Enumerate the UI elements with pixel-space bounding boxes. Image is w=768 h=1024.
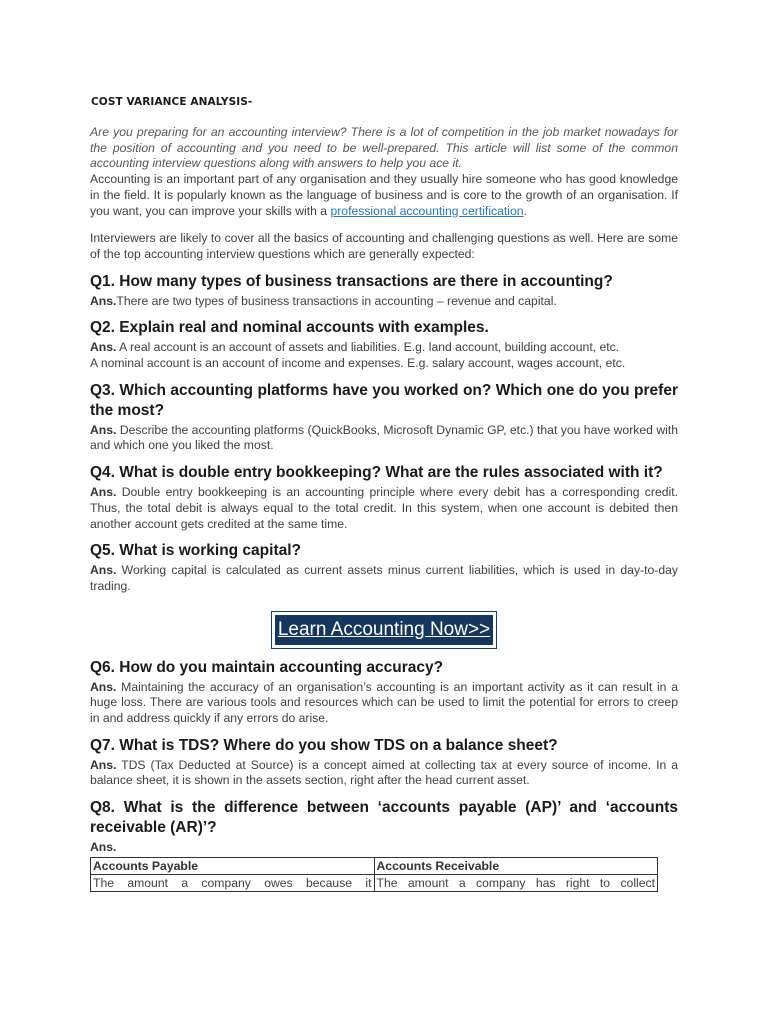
intro-paragraph xyxy=(90,172,678,219)
answer-text: Describe the accounting platforms (QuickBooks, Microsoft Dynamic GP, etc.) that you have worked with and which one you liked the most. xyxy=(90,422,678,453)
document-title: COST VARIANCE ANALYSIS- xyxy=(91,96,253,108)
answer-paragraph xyxy=(90,758,678,789)
answer-paragraph xyxy=(90,563,678,594)
table-header-cell: Accounts Receivable xyxy=(374,857,658,874)
learn-accounting-label: Learn Accounting Now>> xyxy=(275,615,493,645)
cta-wrapper xyxy=(90,611,678,649)
answer-label: Ans. xyxy=(90,293,117,308)
question-heading: Q4. What is double entry bookkeeping? What are the rules associated with it? xyxy=(90,464,663,482)
answer-paragraph xyxy=(90,680,678,727)
table-header-cell: Accounts Payable xyxy=(91,857,375,874)
interview-paragraph: Interviewers are likely to cover all the basics of accounting and challenging questions as well. Here are some of the top accounting interview questions which are generally expected: xyxy=(90,231,678,261)
answer-paragraph xyxy=(90,840,678,856)
answer-label: Ans. xyxy=(90,422,117,437)
certification-link[interactable]: professional accounting certification xyxy=(330,203,524,218)
answer-label: Ans. xyxy=(90,679,117,694)
answer-paragraph: A nominal account is an account of income and expenses. E.g. salary account, wages account, etc. xyxy=(90,356,626,371)
ap-ar-table xyxy=(90,857,658,892)
table-cell: The amount a company owes because it xyxy=(91,874,375,891)
answer-paragraph xyxy=(90,423,678,454)
question-heading: Q3. Which accounting platforms have you worked on? Which one do you prefer the most? xyxy=(90,381,678,419)
answer-label: Ans. xyxy=(90,840,117,855)
answer-paragraph xyxy=(90,294,678,310)
document-body xyxy=(90,125,678,892)
answer-paragraph xyxy=(90,485,678,532)
question-heading: Q5. What is working capital? xyxy=(90,542,302,560)
answer-label: Ans. xyxy=(90,340,117,355)
question-heading: Q1. How many types of business transactions are there in accounting? xyxy=(90,272,613,290)
table-row xyxy=(91,874,658,891)
learn-accounting-button[interactable] xyxy=(271,611,497,649)
intro-text-end: . xyxy=(523,203,527,218)
question-heading: Q2. Explain real and nominal accounts with examples. xyxy=(90,319,489,337)
intro-italic-paragraph: Are you preparing for an accounting interview? There is a lot of competition in the job market nowadays for the position of accounting and you need to be well-prepared. This article will list some of the common accounting interview questions along with answers to help you ace it. xyxy=(90,125,678,171)
table-header-row xyxy=(91,857,658,874)
answer-text: Working capital is calculated as current assets minus current liabilities, which is used in day-to-day trading. xyxy=(90,563,678,593)
question-heading: Q7. What is TDS? Where do you show TDS on a balance sheet? xyxy=(90,736,558,754)
answer-text: Double entry bookkeeping is an accounting principle where every debit has a corresponding credit. Thus, the total debit is always equal to the total credit. In this system, when one account is debited then another account gets credited at the same time. xyxy=(90,485,678,531)
answer-label: Ans. xyxy=(90,757,117,772)
question-heading: Q6. How do you maintain accounting accuracy? xyxy=(90,658,444,676)
question-heading: Q8. What is the difference between ‘accounts payable (AP)’ and ‘accounts receivable (AR)’? xyxy=(90,799,678,837)
answer-text: Maintaining the accuracy of an organisation’s accounting is an important activity as it can result in a huge loss. There are various tools and resources which can be used to limit the potential for errors to creep in and address quickly if any errors do arise. xyxy=(90,679,678,726)
answer-text: There are two types of business transactions in accounting – revenue and capital. xyxy=(116,293,557,308)
answer-label: Ans. xyxy=(90,563,117,578)
table-cell: The amount a company has right to collect xyxy=(374,874,658,891)
answer-text: A real account is an account of assets and liabilities. E.g. land account, building account, etc. xyxy=(116,340,620,355)
answer-text: TDS (Tax Deducted at Source) is a concept aimed at collecting tax at every source of income. In a balance sheet, it is shown in the assets section, right after the head current asset. xyxy=(90,757,678,788)
answer-label: Ans. xyxy=(90,485,117,500)
intro-text: Accounting is an important part of any organisation and they usually hire someone who has good knowledge in the field. It is popularly known as the language of business and is core to the growth of an organisation. If you want, you can improve your skills with a xyxy=(90,172,678,218)
answer-paragraph xyxy=(90,340,678,356)
